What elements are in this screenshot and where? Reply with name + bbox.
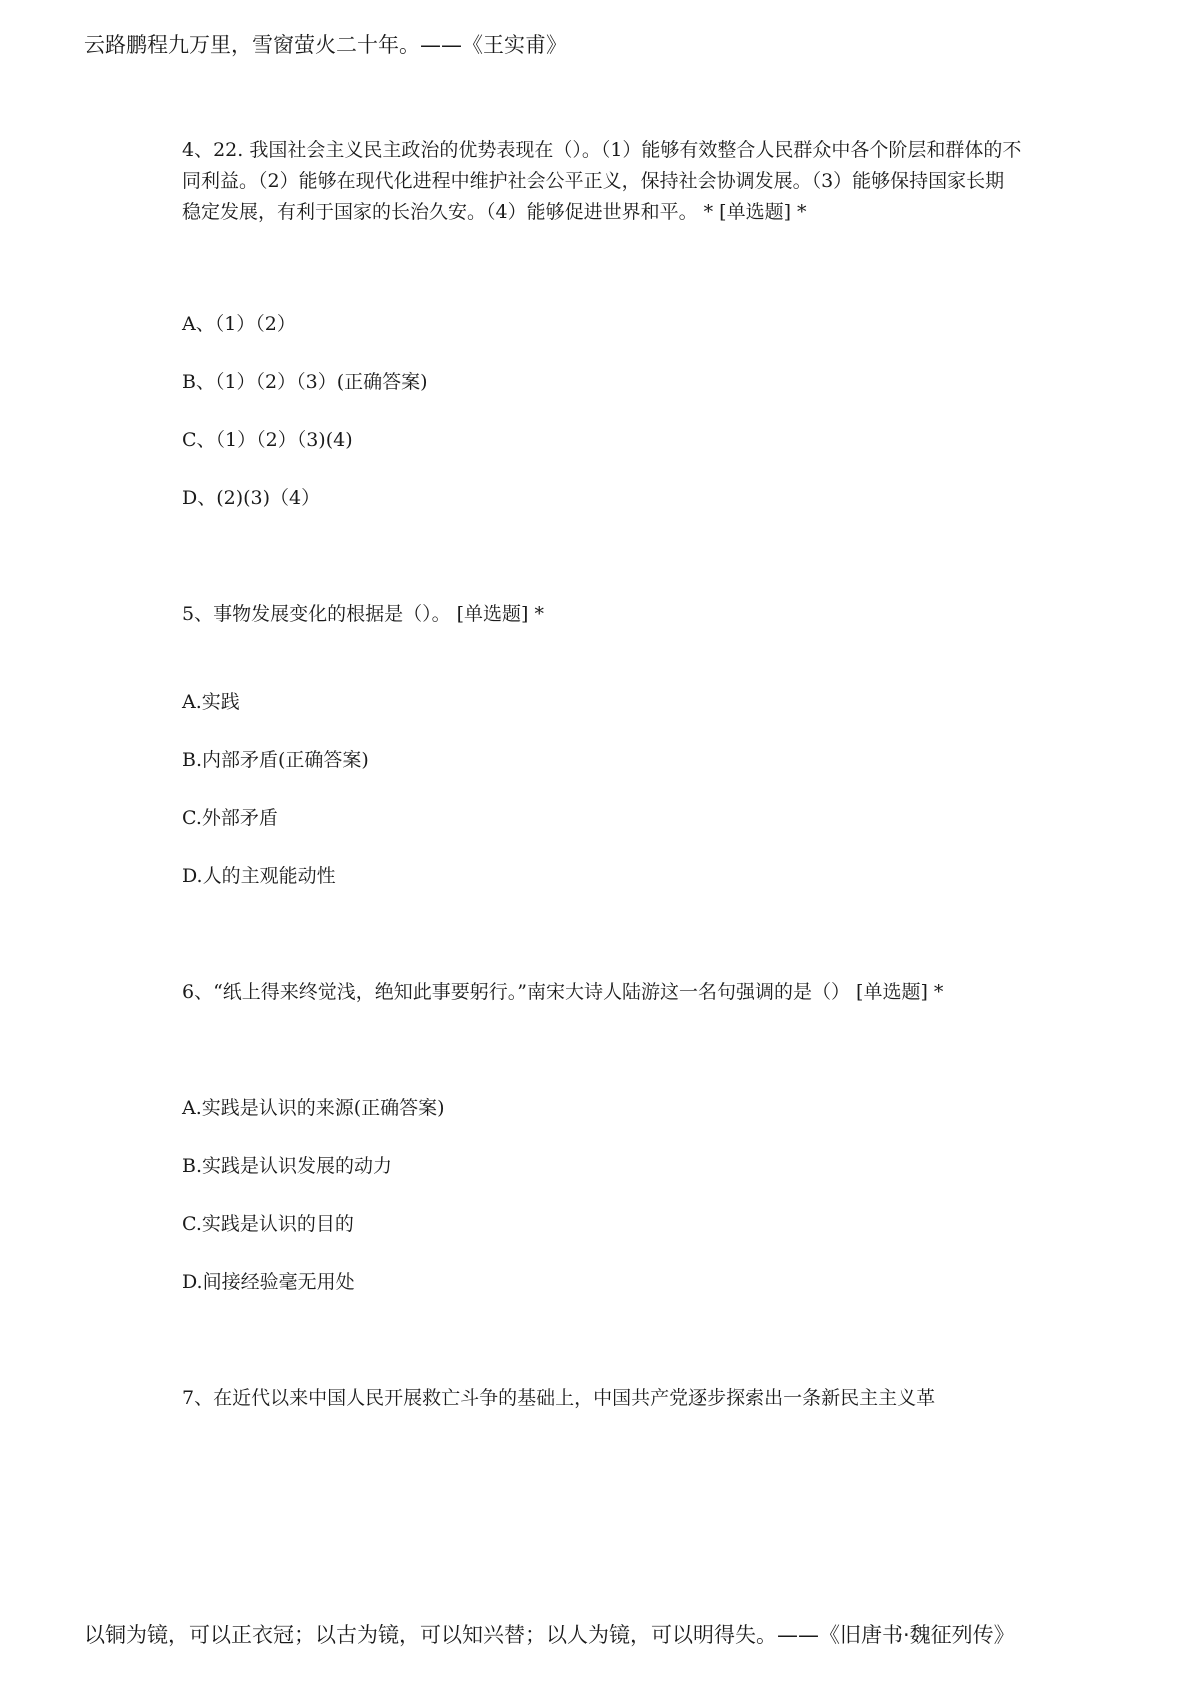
question-6-option-d[interactable]: D.间接经验毫无用处	[182, 1271, 355, 1293]
question-6-option-c[interactable]: C.实践是认识的目的	[182, 1213, 354, 1235]
question-5-option-d[interactable]: D.人的主观能动性	[182, 865, 336, 887]
question-5-option-b[interactable]: B.内部矛盾(正确答案)	[182, 749, 369, 771]
question-4-text: 4、22. 我国社会主义民主政治的优势表现在（）。（1）能够有效整合人民群众中各个阶层和群体的不同利益。（2）能够在现代化进程中维护社会公平正义，保持社会协调发展。（3）能够保持国家长期稳定发展，有利于国家的长治久安。（4）能够促进世界和平。 * [单选题] *	[182, 139, 1022, 223]
question-4-option-d[interactable]: D、(2)(3)（4）	[182, 487, 321, 509]
question-4-option-b[interactable]: B、（1）（2）（3）(正确答案)	[182, 371, 428, 393]
question-6-text: 6、“纸上得来终觉浅，绝知此事要躬行。”南宋大诗人陆游这一名句强调的是（） [单选题] *	[182, 981, 944, 1003]
question-5-option-a[interactable]: A.实践	[182, 691, 240, 713]
question-4-option-c[interactable]: C、（1）（2）（3)(4)	[182, 429, 353, 451]
question-5-option-c[interactable]: C.外部矛盾	[182, 807, 278, 829]
header-quote: 云路鹏程九万里，雪窗萤火二十年。——《王实甫》	[84, 33, 567, 57]
question-6-option-b[interactable]: B.实践是认识发展的动力	[182, 1155, 393, 1177]
question-7-text: 7、在近代以来中国人民开展救亡斗争的基础上，中国共产党逐步探索出一条新民主主义革	[182, 1387, 936, 1409]
footer-quote: 以铜为镜，可以正衣冠；以古为镜，可以知兴替；以人为镜，可以明得失。——《旧唐书·魏征列传》	[84, 1623, 1015, 1647]
question-5-text: 5、事物发展变化的根据是（）。 [单选题] *	[182, 603, 544, 625]
question-4-option-a[interactable]: A、（1）（2）	[182, 313, 296, 335]
question-6-option-a[interactable]: A.实践是认识的来源(正确答案)	[182, 1097, 445, 1119]
